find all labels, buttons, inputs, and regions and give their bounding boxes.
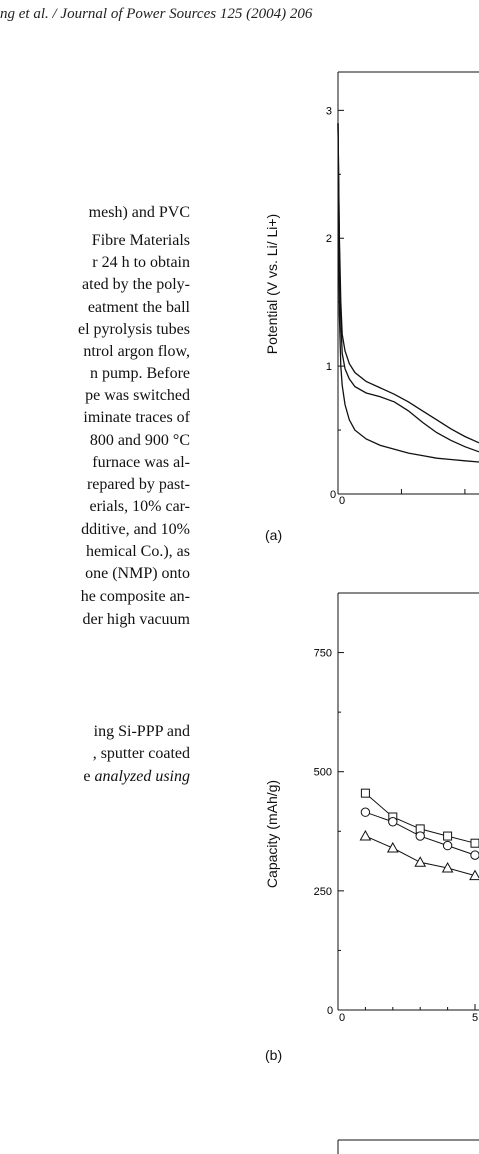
circle-marker xyxy=(389,818,397,826)
x-tick-label: 0 xyxy=(339,1012,346,1024)
body-text-line: furnace was al- xyxy=(92,454,190,471)
figure-b-ylabel: Capacity (mAh/g) xyxy=(264,779,280,889)
body-text-line: el pyrolysis tubes xyxy=(78,321,190,338)
x-tick-label: 0 xyxy=(339,495,346,507)
circle-marker xyxy=(416,832,424,840)
body-text-line: 800 and 900 °C xyxy=(89,432,190,449)
triangle-marker xyxy=(415,857,425,866)
running-header: ng et al. / Journal of Power Sources 125 (2004) 206 xyxy=(0,6,313,22)
square-marker xyxy=(361,789,369,797)
body-text-line: ated by the poly- xyxy=(82,276,190,293)
y-tick-label: 2 xyxy=(325,233,332,246)
body-text-line: he composite an- xyxy=(80,588,190,605)
y-tick-label: 500 xyxy=(313,766,332,779)
circle-marker xyxy=(361,808,369,816)
figure-a xyxy=(255,60,479,560)
circle-marker xyxy=(443,841,451,849)
x-tick-label: 5 xyxy=(472,1012,479,1024)
figure-b-plot xyxy=(255,585,479,1065)
body-text-line: der high vacuum xyxy=(82,611,190,628)
figure-c-top-edge xyxy=(255,1134,479,1154)
discharge-curve xyxy=(338,123,479,443)
figure-a-ylabel: Potential (V vs. Li/ Li+) xyxy=(264,213,280,355)
y-tick-label: 0 xyxy=(330,489,337,501)
y-tick-label: 750 xyxy=(313,647,332,660)
body-text-line: repared by past- xyxy=(86,476,190,493)
circle-marker xyxy=(471,851,479,859)
figure-a-panel-label: (a) xyxy=(265,527,283,543)
body-text-line: iminate traces of xyxy=(83,409,190,426)
triangle-marker xyxy=(360,831,370,840)
body-text-line: ntrol argon flow, xyxy=(83,343,190,360)
y-tick-label: 0 xyxy=(327,1005,334,1017)
y-tick-label: 250 xyxy=(313,885,332,898)
body-text-line: e analyzed using xyxy=(83,768,190,785)
figure-b xyxy=(255,585,479,1145)
body-text-line: dditive, and 10% xyxy=(81,521,190,538)
body-text-line: n pump. Before xyxy=(90,365,190,382)
figure-a-plot xyxy=(255,60,479,560)
body-text-line: one (NMP) onto xyxy=(85,565,190,582)
body-text-line: hemical Co.), as xyxy=(86,543,190,560)
body-text-line: mesh) and PVC xyxy=(88,204,190,221)
figure-b-panel-label: (b) xyxy=(265,1047,283,1063)
body-text-line: eatment the ball xyxy=(87,299,190,316)
triangle-marker xyxy=(470,871,479,880)
body-text-line: erials, 10% car- xyxy=(89,498,190,515)
body-text-line: ing Si-PPP and xyxy=(93,723,190,740)
capacity-series-line xyxy=(365,836,475,876)
body-text-line: r 24 h to obtain xyxy=(92,254,190,271)
body-text-line: , sputter coated xyxy=(92,745,190,762)
square-marker xyxy=(471,839,479,847)
body-text-line: Fibre Materials xyxy=(91,232,190,249)
triangle-marker xyxy=(388,843,398,852)
y-tick-label: 3 xyxy=(325,105,332,118)
body-text-line: pe was switched xyxy=(85,387,190,404)
y-tick-label: 1 xyxy=(325,361,332,374)
square-marker xyxy=(444,832,452,840)
